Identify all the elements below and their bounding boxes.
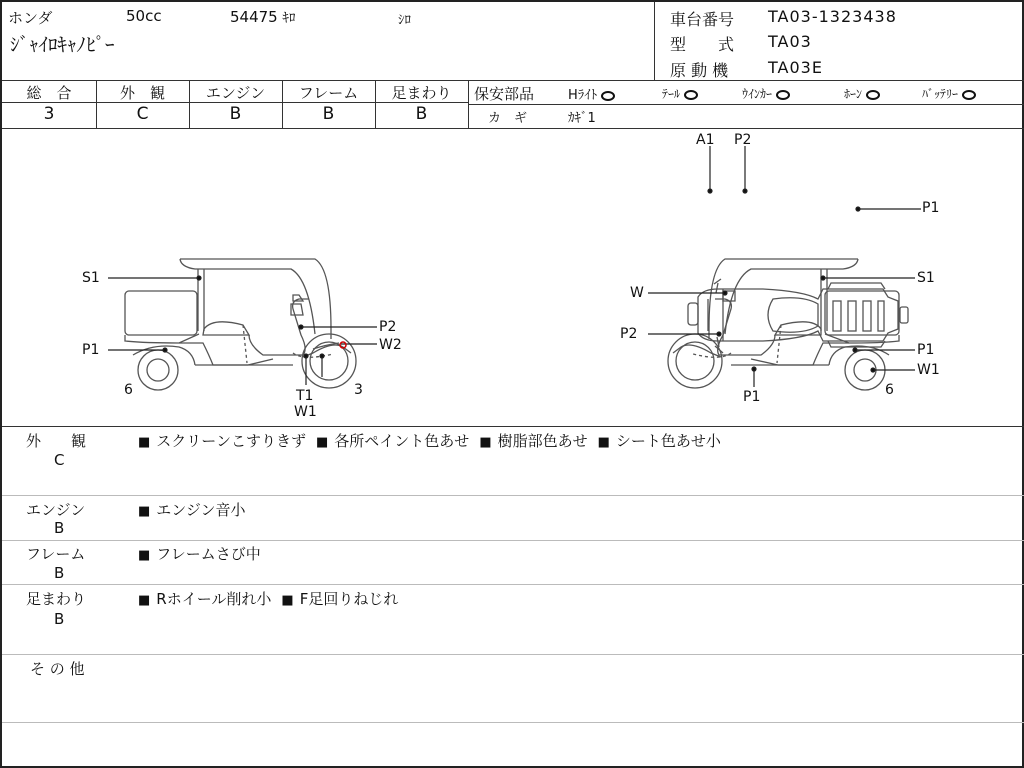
bullet-icon: ■: [281, 593, 294, 608]
comment-category-frame: フレーム: [26, 545, 86, 563]
comment-items-frame: [138, 543, 271, 564]
grade-value-engine: B: [229, 104, 242, 124]
safety-item-name: ﾃｰﾙ: [662, 87, 681, 101]
frame-number: TA03-1323438: [768, 7, 897, 26]
label-right-w: W: [630, 285, 644, 301]
comment-item: F足回りねじれ: [299, 590, 399, 608]
grade-value-exterior: C: [136, 104, 149, 124]
mileage: [230, 7, 296, 26]
comment-category-exterior: 外 観: [26, 432, 87, 450]
frame-number-label: 車台番号: [670, 10, 735, 29]
label-top-a1: A1: [696, 132, 715, 148]
label-right-6: 6: [885, 382, 894, 398]
grade-label-engine: エンジン: [205, 84, 266, 102]
comment-item: 各所ペイント色あせ: [334, 432, 470, 450]
comment-category-suspension: 足まわり: [26, 590, 87, 608]
label-right-p2: P2: [620, 326, 638, 342]
model-code: TA03: [768, 32, 812, 51]
comment-item: 樹脂部色あせ: [497, 432, 588, 450]
divider-comment: [2, 722, 1024, 723]
label-left-p1: P1: [82, 342, 100, 358]
maker: ホンダ: [8, 9, 53, 27]
comment-item: スクリーンこすりきず: [156, 432, 306, 450]
bullet-icon: ■: [597, 435, 610, 450]
safety-item-headlight: [568, 84, 615, 103]
bullet-icon: ■: [138, 548, 151, 563]
safety-item-name: ｳｲﾝｶｰ: [742, 87, 773, 101]
safety-item-winker: [742, 85, 790, 102]
damage-diagram: [3, 129, 1023, 425]
comment-item: エンジン音小: [156, 501, 246, 519]
engine-label: 原 動 機: [670, 61, 729, 80]
label-right-w1: W1: [917, 362, 940, 378]
label-left-t1: T1: [296, 388, 314, 404]
ok-circle-icon: [684, 90, 698, 100]
label-left-3: 3: [354, 382, 363, 398]
safety-label: 保安部品: [474, 85, 535, 103]
label-right-p1-bottom: P1: [743, 389, 761, 405]
model-code-label: 型 式: [670, 35, 735, 54]
safety-item-taillight: [662, 85, 698, 102]
safety-item-horn: [844, 85, 880, 102]
mileage-unit: ｷﾛ: [282, 11, 296, 26]
model-name: ｼﾞｬｲﾛｷｬﾉﾋﾟｰ: [10, 34, 115, 56]
safety-item-battery: [922, 85, 976, 102]
safety-item-name: Hﾗｲﾄ: [568, 88, 598, 103]
safety-item-name: ﾊﾞｯﾃﾘｰ: [922, 87, 959, 101]
divider-comment: [2, 584, 1024, 585]
comment-grade-exterior: C: [54, 451, 65, 469]
ok-circle-icon: [962, 90, 976, 100]
other-label: そ の 他: [30, 660, 85, 678]
label-top-p2: P2: [734, 132, 752, 148]
divider-comment: [2, 654, 1024, 655]
bullet-icon: ■: [138, 593, 151, 608]
bullet-icon: ■: [479, 435, 492, 450]
grade-label-suspension: 足まわり: [391, 84, 452, 102]
grade-label-overall: 総 合: [26, 84, 72, 102]
comment-grade-engine: B: [54, 519, 65, 537]
ok-circle-icon: [866, 90, 880, 100]
bullet-icon: ■: [138, 435, 151, 450]
bullet-icon: ■: [316, 435, 329, 450]
label-left-p2: P2: [379, 319, 397, 335]
comment-items-engine: [138, 499, 256, 520]
label-right-s1: S1: [917, 270, 935, 286]
label-left-w1: W1: [294, 404, 317, 420]
grade-label-exterior: 外 観: [119, 84, 165, 102]
label-left-s1: S1: [82, 270, 100, 286]
comment-item: Rホイール削れ小: [156, 590, 272, 608]
engine-code: TA03E: [768, 58, 823, 77]
divider-comment: [2, 540, 1024, 541]
ok-circle-icon: [601, 91, 615, 101]
top-view-scooter: [688, 279, 908, 353]
comment-item: シート色あせ小: [615, 432, 721, 450]
divider-comment: [2, 495, 1024, 496]
comment-items-suspension: [138, 588, 408, 609]
grade-label-frame: フレーム: [298, 84, 359, 102]
left-view-scooter: [125, 259, 356, 390]
header-divider: [654, 2, 655, 80]
safety-midline: [468, 104, 1024, 105]
comment-category-engine: エンジン: [26, 501, 86, 519]
label-top-p1: P1: [922, 200, 940, 216]
comment-items-exterior: [138, 430, 731, 451]
color: ｼﾛ: [398, 13, 411, 28]
comment-grade-frame: B: [54, 564, 65, 582]
ok-circle-icon: [776, 90, 790, 100]
grade-value-frame: B: [322, 104, 335, 124]
divider-diagram: [2, 426, 1024, 427]
label-left-w2: W2: [379, 337, 402, 353]
right-view-scooter: [668, 259, 899, 390]
bullet-icon: ■: [138, 504, 151, 519]
label-left-6: 6: [124, 382, 133, 398]
mileage-value: 54475: [230, 8, 278, 26]
label-right-p1: P1: [917, 342, 935, 358]
comment-item: フレームさび中: [156, 545, 261, 563]
key-label: カ ギ: [488, 111, 528, 126]
comment-grade-suspension: B: [54, 610, 65, 628]
divider-header: [2, 80, 1024, 81]
key-value: ｶｷﾞ1: [568, 111, 596, 126]
safety-item-name: ﾎｰﾝ: [844, 87, 863, 101]
displacement: 50cc: [126, 7, 162, 25]
grade-value-suspension: B: [415, 104, 428, 124]
grade-value-overall: 3: [43, 104, 55, 124]
